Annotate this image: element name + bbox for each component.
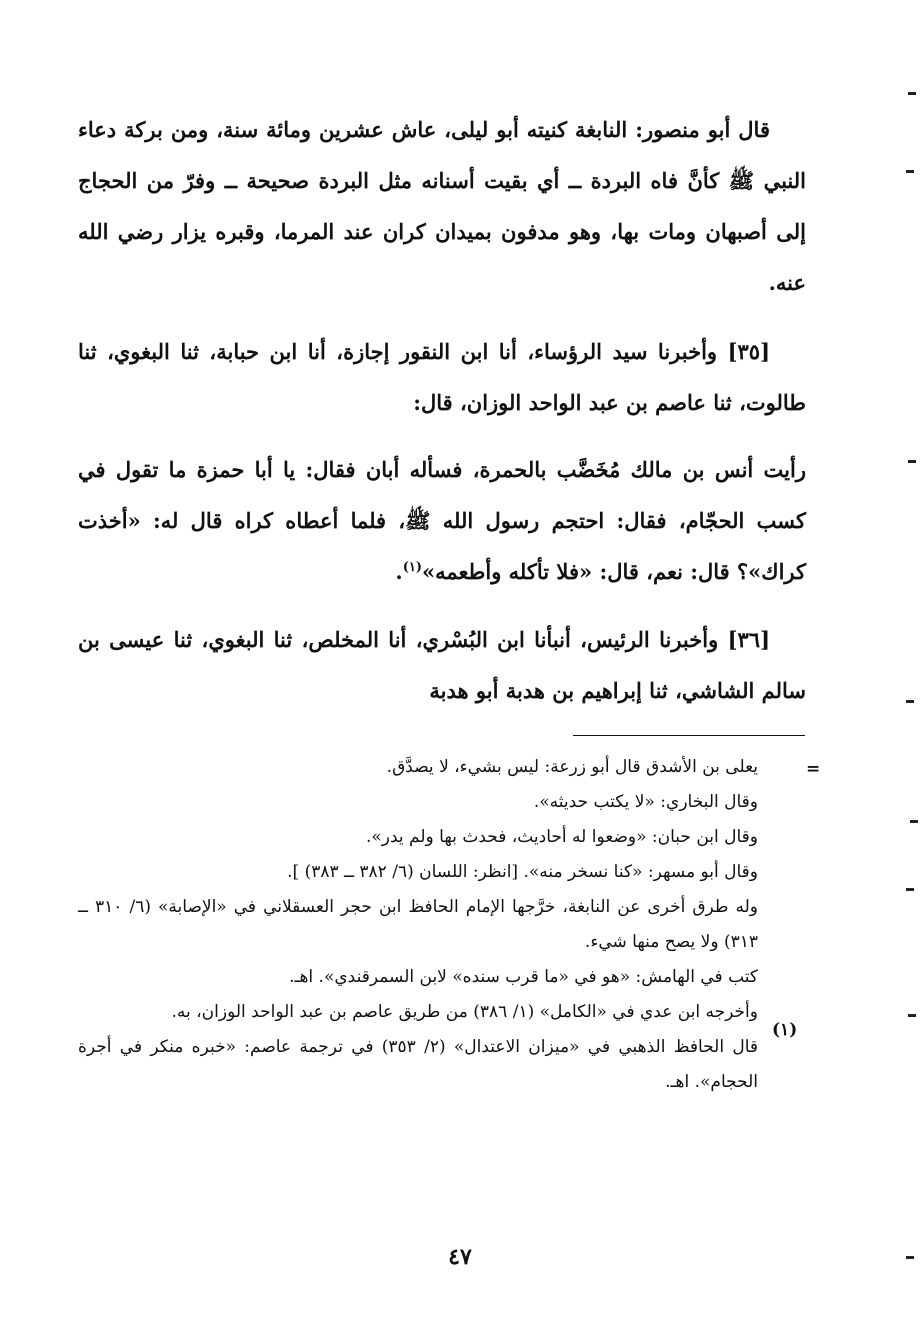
footnote-line: وقال البخاري: «لا يكتب حديثه». (533, 792, 758, 812)
footnote-line: وله طرق أخرى عن النابغة، خرَّجها الإمام الحافظ ابن حجر العسقلاني في «الإصابة» (٦/ ٣١٠ ــ ٣١٣) ولا يصح منها شيء. (78, 897, 759, 952)
margin-mark (906, 700, 914, 703)
footnote-line: كتب في الهامش: «هو في «ما قرب سنده» لابن السمرقندي». اهـ. (289, 967, 758, 987)
footnotes (78, 750, 758, 1100)
paragraph-text: رأيت أنس بن مالك مُخَضَّب بالحمرة، فسأله أبان فقال: يا أبا حمزة ما تقول في كسب الحجّام، فقال: احتجم رسول الله ﷺ، فلما أعطاه كراه قال له: «أخذت كراك»؟ قال: نعم، قال: «فلا تأكله وأطعمه» (78, 457, 806, 584)
margin-mark (906, 1256, 914, 1259)
paragraph-hadith-35-chain (78, 326, 806, 428)
margin-mark (908, 1014, 916, 1017)
margin-mark (906, 170, 914, 173)
margin-mark (910, 820, 918, 823)
hadith-number: [٣٥] (727, 339, 771, 364)
paragraph-text: وأخبرنا الرئيس، أنبأنا ابن البُسْري، أنا المخلص، ثنا البغوي، ثنا عيسى بن سالم الشاشي، ثنا إبراهيم بن هدبة أبو هدبة (78, 627, 806, 703)
footnote-line: وقال ابن حبان: «وضعوا له أحاديث، فحدث بها ولم يدر». (365, 827, 758, 847)
paragraph-end: . (395, 559, 403, 584)
footnote-line: قال الحافظ الذهبي في «ميزان الاعتدال» (٢/ ٣٥٣) في ترجمة عاصم: «خبره منكر في أجرة الحجام». اهـ. (78, 1037, 758, 1092)
paragraph-narration (78, 104, 806, 308)
footnote-continuation-marker: = (806, 759, 821, 779)
footnote-line: وقال أبو مسهر: «كنا نسخر منه». [انظر: اللسان (٦/ ٣٨٢ ــ ٣٨٣) ]. (287, 862, 758, 882)
paragraph-hadith-35-text (78, 444, 806, 597)
margin-mark (906, 888, 914, 891)
hadith-number: [٣٦] (727, 627, 770, 652)
footnote-marker: (١) (772, 1020, 798, 1040)
paragraph-hadith-36-chain (78, 614, 806, 716)
page-number: ٤٧ (448, 1244, 472, 1270)
footnote-separator (573, 735, 805, 736)
footnote-line: وأخرجه ابن عدي في «الكامل» (١/ ٣٨٦) من طريق عاصم بن عبد الواحد الوزان، به. (171, 1002, 758, 1022)
footnote-line: يعلى بن الأشدق قال أبو زرعة: ليس بشيء، لا يصدَّق. (386, 757, 758, 777)
footnote-reference: (١) (402, 560, 423, 575)
margin-mark (908, 460, 916, 463)
paragraph-text: قال أبو منصور: النابغة كنيته أبو ليلى، عاش عشرين ومائة سنة، ومن بركة دعاء النبي ﷺ كأنَّ فاه البردة ــ أي بقيت أسنانه مثل البردة صحيحة ــ وفرّ من الحجاج إلى أصبهان ومات بها، وهو مدفون بميدان كران عند المرما، وقبره يزار رضي الله عنه. (78, 117, 806, 295)
paragraph-text: وأخبرنا سيد الرؤساء، أنا ابن النقور إجازة، أنا ابن حبابة، ثنا البغوي، ثنا طالوت، ثنا عاصم بن عبد الواحد الوزان، قال: (78, 339, 806, 415)
margin-mark (908, 92, 916, 95)
